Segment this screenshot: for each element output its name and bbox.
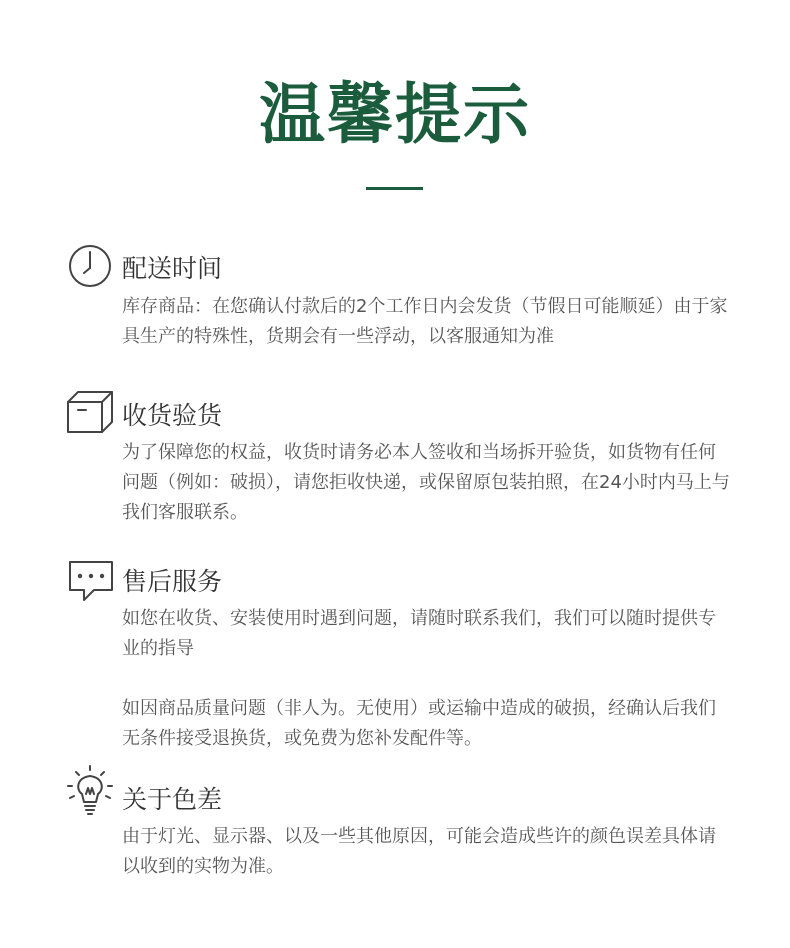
section-heading: 配送时间	[122, 254, 223, 283]
lightbulb-icon	[62, 764, 118, 820]
section-paragraph: 为了保障您的权益，收货时请务必本人签收和当场拆开验货，如货物有任何问题（例如：破损），请您拒收快递，或保留原包装拍照，在24小时内马上与我们客服联系。	[122, 442, 730, 523]
section-paragraph: 如您在收货、安装使用时遇到问题，请随时联系我们，我们可以随时提供专业的指导	[122, 608, 716, 659]
section-body	[122, 438, 732, 528]
section-heading: 关于色差	[122, 785, 223, 814]
section-paragraph: 由于灯光、显示器、以及一些其他原因，可能会造成些许的颜色误差具体请以收到的实物为准。	[122, 826, 716, 877]
section-heading: 收货验货	[122, 401, 223, 430]
section-heading: 售后服务	[122, 567, 223, 596]
section-body	[122, 292, 732, 352]
clock-icon	[62, 240, 118, 296]
box-icon	[62, 386, 118, 442]
chat-bubble-icon	[62, 552, 118, 608]
section-paragraph: 如因商品质量问题（非人为。无使用）或运输中造成的破损，经确认后我们无条件接受退换货，或免费为您补发配件等。	[122, 698, 716, 749]
page-title: 温馨提示	[259, 76, 531, 153]
section-body	[122, 822, 732, 882]
section-paragraph: 库存商品：在您确认付款后的2个工作日内会发货（节假日可能顺延）由于家具生产的特殊性，货期会有一些浮动，以客服通知为准	[122, 296, 728, 347]
title-underline	[366, 187, 423, 190]
section-body	[122, 604, 732, 754]
